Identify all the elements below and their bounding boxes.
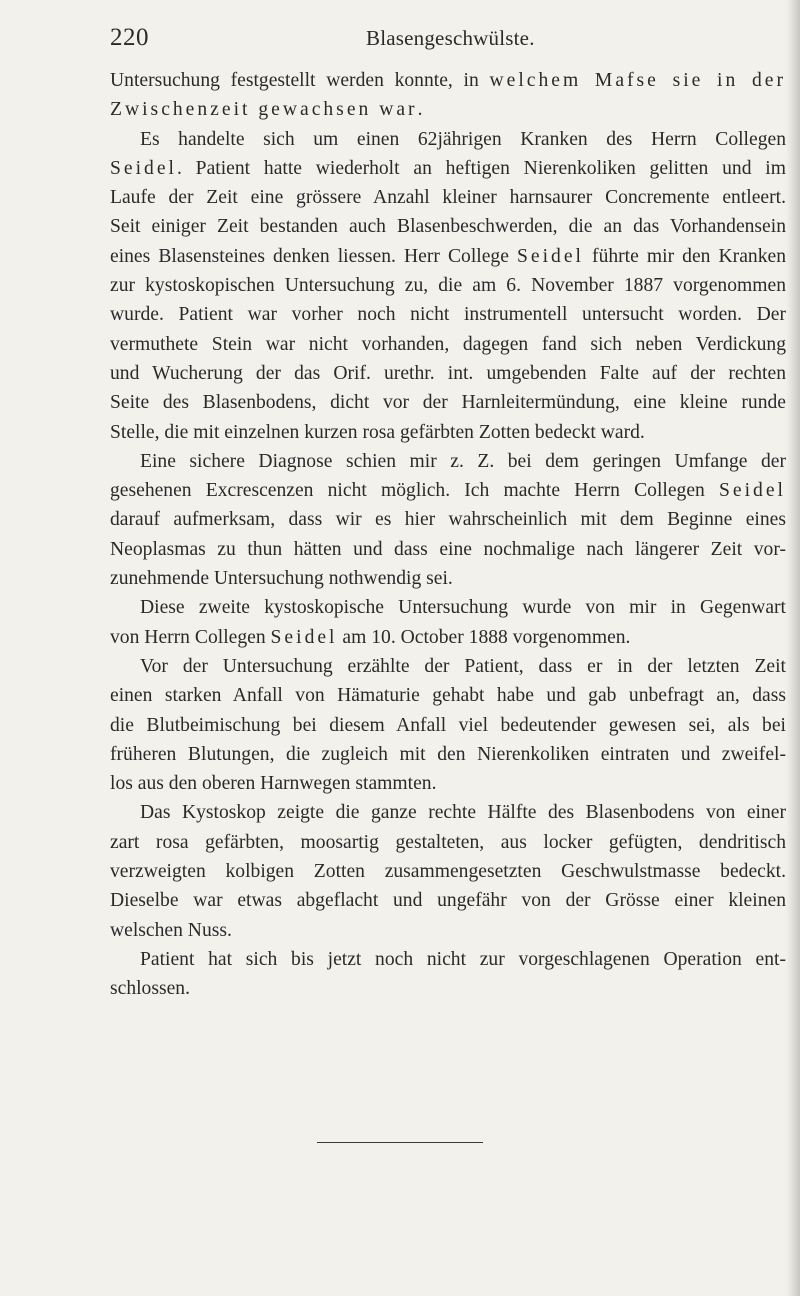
text-line: Seit einiger Zeit bestanden auch Blasenbeschwerden, die an das Vorhandensein — [110, 216, 786, 238]
text-line: gesehenen Excrescenzen nicht möglich. Ich machte Herrn Collegen Seidel — [110, 480, 786, 502]
text-line: zunehmende Untersuchung nothwendig sei. — [110, 568, 453, 590]
text-line: welschen Nuss. — [110, 919, 232, 941]
text-line: Zwischenzeit gewachsen war. — [110, 99, 423, 121]
text-line: wurde. Patient war vorher noch nicht instrumentell untersucht worden. Der — [110, 304, 786, 326]
running-head: Blasengeschwülste. — [366, 26, 535, 50]
text-line: Das Kystoskop zeigte die ganze rechte Hälfte des Blasenbodens von einer — [140, 802, 786, 824]
text-line: los aus den oberen Harnwegen stammten. — [110, 773, 437, 795]
text-line: vermuthete Stein war nicht vorhanden, dagegen fand sich neben Verdickung — [110, 333, 786, 355]
text-line: einen starken Anfall von Hämaturie gehabt habe und gab unbefragt an, dass — [110, 685, 786, 707]
text-line: und Wucherung der das Orif. urethr. int. umgebenden Falte auf der rechten — [110, 362, 786, 384]
page-number: 220 — [110, 24, 149, 51]
page-edge-shadow — [786, 0, 800, 1296]
body-text — [110, 66, 786, 1004]
text-line: Untersuchung festgestellt werden konnte, in welchem Mafse sie in der — [110, 70, 787, 91]
text-line: von Herrn Collegen Seidel am 10. October 1888 vorgenommen. — [110, 626, 631, 648]
page-header — [110, 24, 790, 54]
text-line: eines Blasensteines denken liessen. Herr College Seidel führte mir den Kranken — [110, 245, 786, 267]
text-line: die Blutbeimischung bei diesem Anfall viel bedeutender gewesen sei, als bei — [110, 714, 786, 736]
text-line: darauf aufmerksam, dass wir es hier wahrscheinlich mit dem Beginne eines — [110, 509, 786, 531]
text-line: Es handelte sich um einen 62jährigen Kranken des Herrn Collegen — [140, 128, 786, 150]
text-line: Dieselbe war etwas abgeflacht und ungefähr von der Grösse einer kleinen — [110, 890, 786, 912]
text-line: Seidel. Patient hatte wiederholt an heftigen Nierenkoliken gelitten und im — [110, 157, 786, 179]
text-line: Stelle, die mit einzelnen kurzen rosa gefärbten Zotten bedeckt ward. — [110, 421, 645, 443]
text-line: zart rosa gefärbten, moosartig gestalteten, aus locker gefügten, dendritisch — [110, 831, 786, 853]
text-line: Patient hat sich bis jetzt noch nicht zur vorgeschlagenen Operation ent- — [140, 948, 786, 970]
text-line: früheren Blutungen, die zugleich mit den Nierenkoliken eintraten und zweifel- — [110, 743, 786, 765]
text-line: Vor der Untersuchung erzählte der Patient, dass er in der letzten Zeit — [140, 655, 786, 677]
text-line: schlossen. — [110, 978, 191, 1000]
text-line: Eine sichere Diagnose schien mir z. Z. bei dem geringen Umfange der — [140, 450, 786, 472]
text-line: Diese zweite kystoskopische Untersuchung wurde von mir in Gegenwart — [140, 597, 786, 619]
footer-rule — [317, 1142, 483, 1143]
text-line: Seite des Blasenbodens, dicht vor der Harnleitermündung, eine kleine runde — [110, 392, 786, 414]
text-line: zur kystoskopischen Untersuchung zu, die am 6. November 1887 vorgenommen — [110, 275, 786, 297]
text-line: Laufe der Zeit eine grössere Anzahl kleiner harnsaurer Concremente entleert. — [110, 187, 786, 209]
text-line: Neoplasmas zu thun hätten und dass eine nochmalige nach längerer Zeit vor- — [110, 538, 786, 560]
text-line: verzweigten kolbigen Zotten zusammengesetzten Geschwulstmasse bedeckt. — [110, 861, 786, 883]
